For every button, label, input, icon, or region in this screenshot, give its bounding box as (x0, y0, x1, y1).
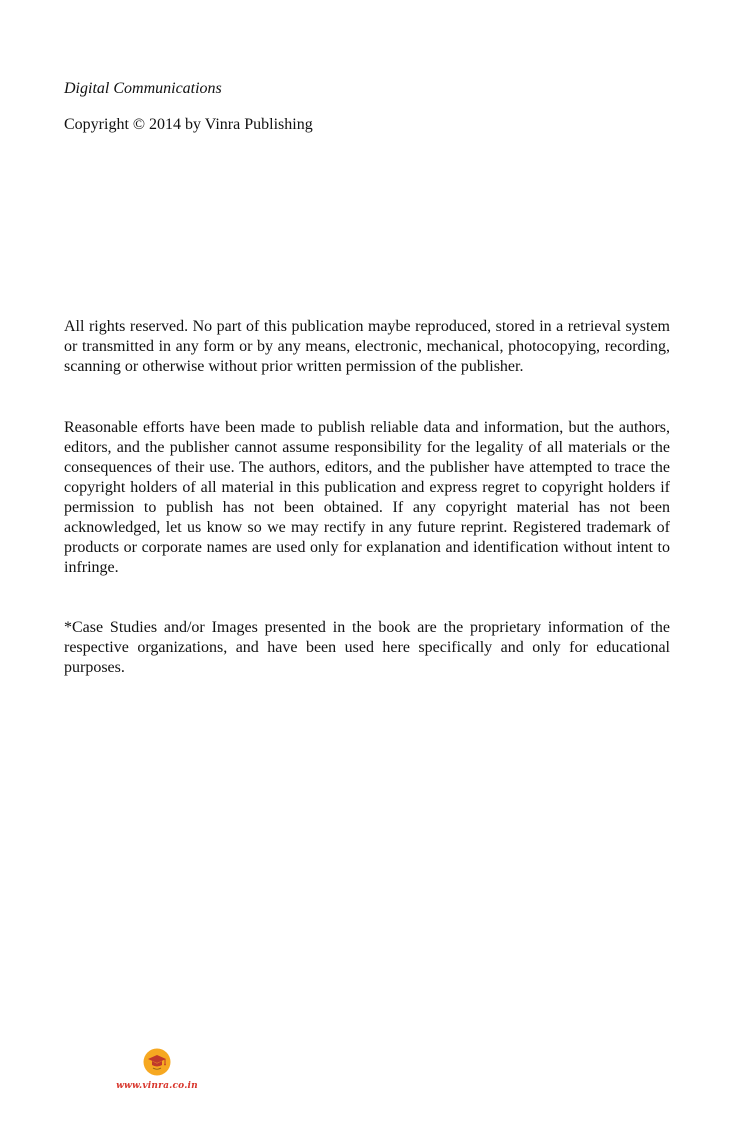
copyright-line: Copyright © 2014 by Vinra Publishing (64, 116, 313, 133)
rights-paragraph: All rights reserved. No part of this publication maybe reproduced, stored in a retrieval system or transmitted in any form or by any means, electronic, mechanical, photocopying, recording, scanning or otherwise without prior written permission of the publisher. (64, 318, 670, 375)
efforts-paragraph: Reasonable efforts have been made to publish reliable data and information, but the authors, editors, and the publisher cannot assume responsibility for the legality of all materials or the consequences of their use. The authors, editors, and the publisher have attempted to trace the copyright holders of all material in this publication and express regret to copyright holders if permission to publish has not been obtained. If any copyright material has not been acknowledged, let us know so we may rectify in any future reprint. Registered trademark of products or corporate names are used only for explanation and identification without intent to infringe. (64, 419, 670, 576)
case-studies-paragraph: *Case Studies and/or Images presented in the book are the proprietary information of the respective organizations, and have been used here specifically and only for educational purposes. (64, 619, 670, 676)
book-title: Digital Communications (64, 80, 222, 97)
publisher-url: www.vinra.co.in (116, 1081, 198, 1091)
graduation-cap-logo-icon (143, 1048, 171, 1076)
publisher-logo (114, 1046, 204, 1096)
